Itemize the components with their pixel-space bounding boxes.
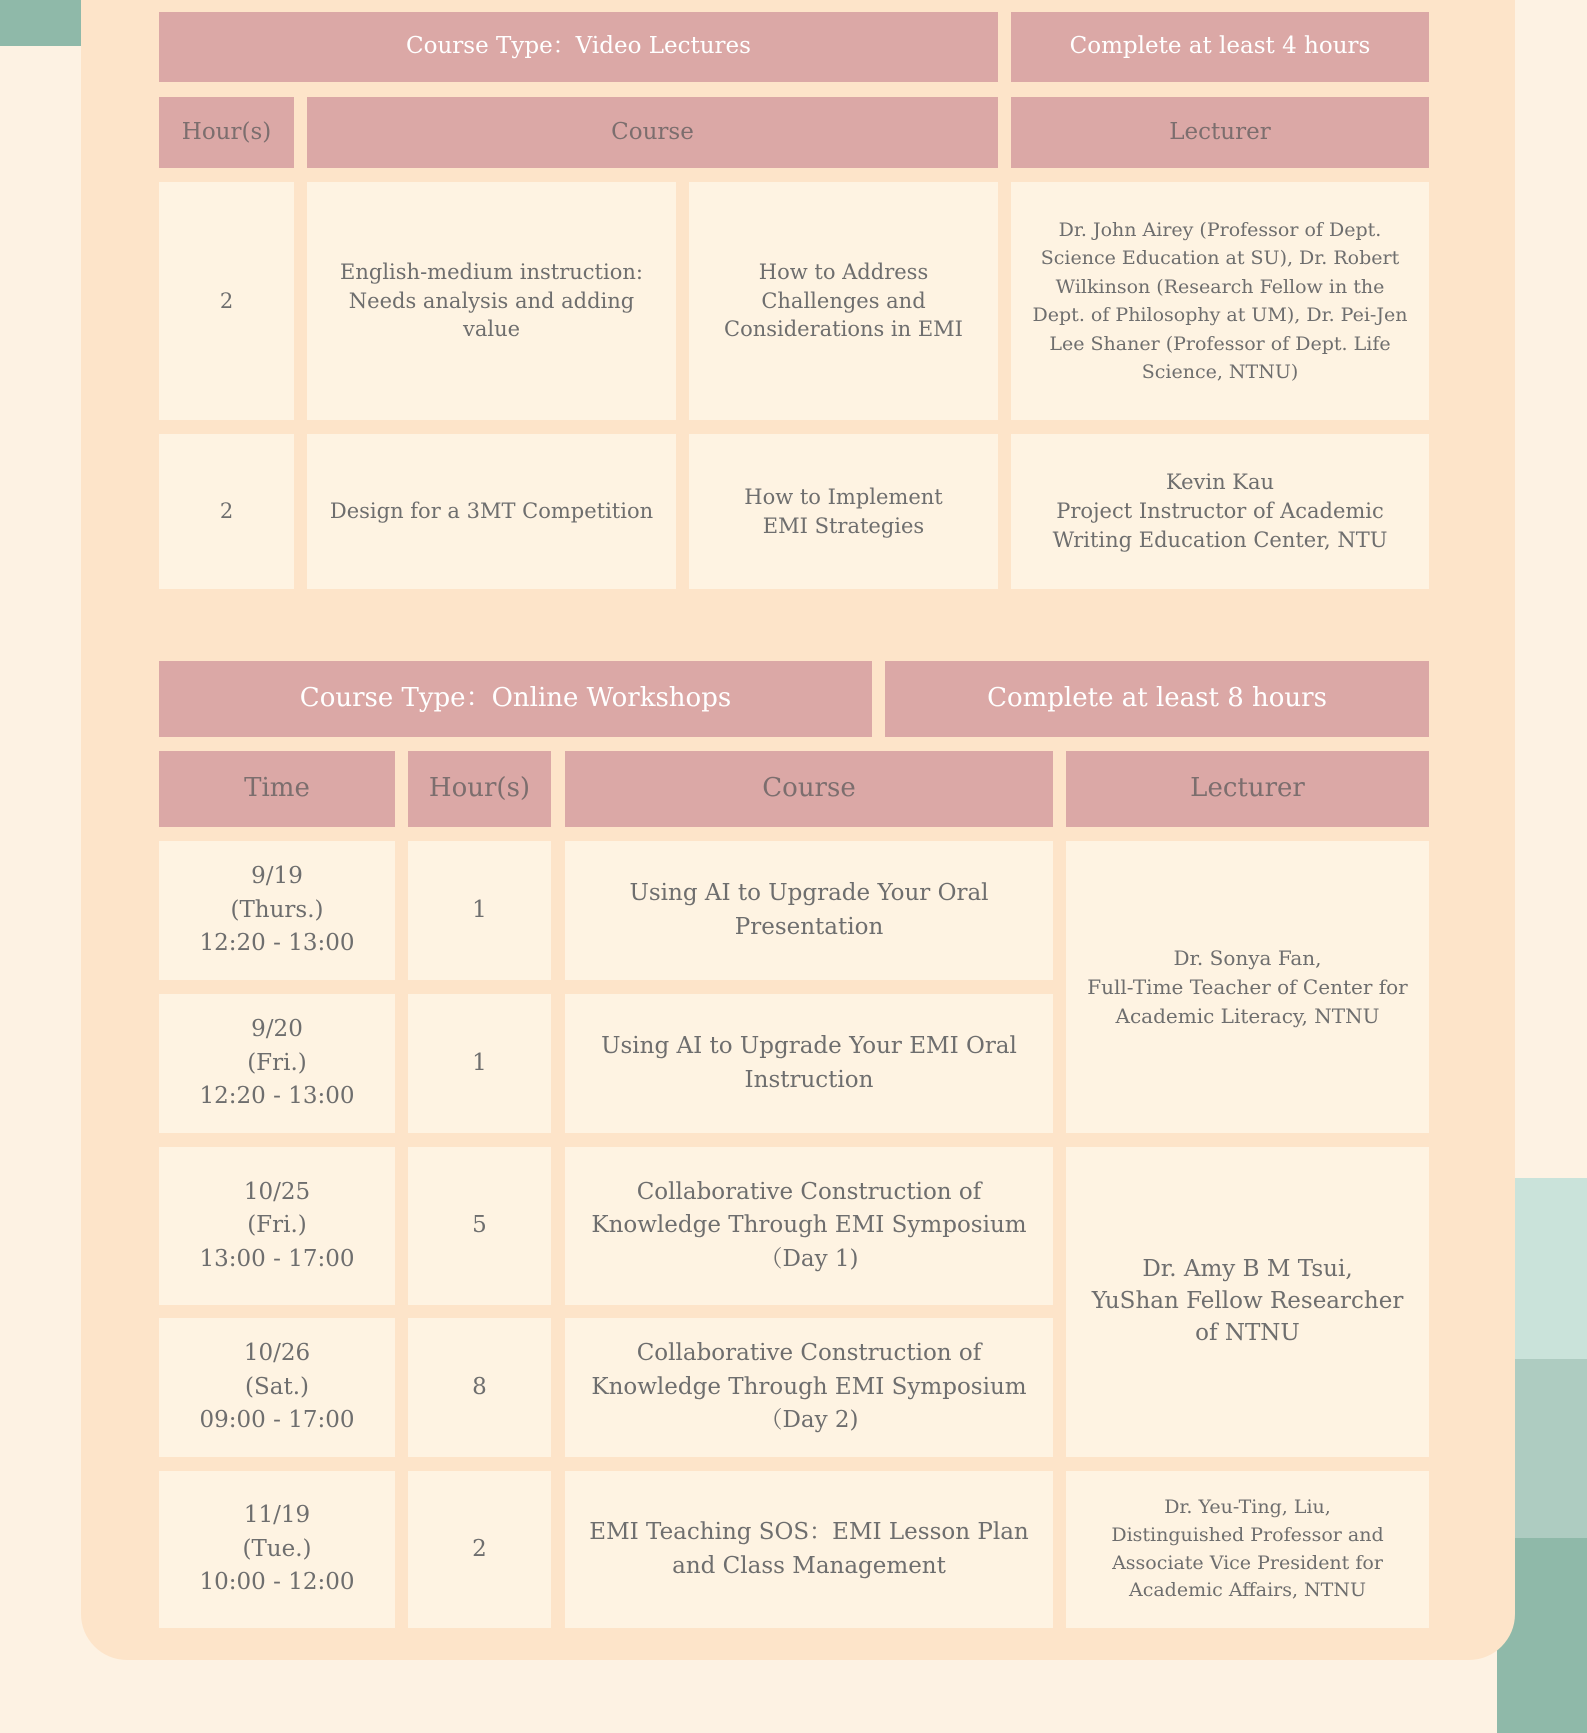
video-header-lecturer: Lecturer [1011, 97, 1429, 168]
video-row-course-a: Design for a 3MT Competition [307, 434, 676, 589]
video-header-course: Course [307, 97, 998, 168]
workshop-lecturer-tsui: Dr. Amy B M Tsui, YuShan Fellow Researcher of NTNU [1066, 1147, 1429, 1457]
workshop-row-course: Collaborative Construction of Knowledge Through EMI Symposium （Day 2) [565, 1318, 1053, 1457]
workshop-lecturer-fan: Dr. Sonya Fan, Full-Time Teacher of Center for Academic Literacy, NTNU [1066, 841, 1429, 1133]
workshop-row-course: EMI Teaching SOS：EMI Lesson Plan and Class Management [565, 1471, 1053, 1628]
workshop-row-time: 10/25 (Fri.) 13:00 - 17:00 [159, 1147, 395, 1305]
workshop-row-time: 10/26 (Sat.) 09:00 - 17:00 [159, 1318, 395, 1457]
workshop-row-course: Using AI to Upgrade Your Oral Presentation [565, 841, 1053, 980]
workshop-row-hours: 2 [408, 1471, 551, 1628]
workshop-row-course: Using AI to Upgrade Your EMI Oral Instruction [565, 994, 1053, 1133]
workshop-row-time: 9/20 (Fri.) 12:20 - 13:00 [159, 994, 395, 1133]
video-row-course-a: English-medium instruction: Needs analysis and adding value [307, 182, 676, 420]
workshop-header-hours: Hour(s) [408, 751, 551, 827]
workshop-row-time: 11/19 (Tue.) 10:00 - 12:00 [159, 1471, 395, 1628]
video-header-hours: Hour(s) [159, 97, 294, 168]
workshop-row-course: Collaborative Construction of Knowledge Through EMI Symposium （Day 1) [565, 1147, 1053, 1305]
workshop-header-course: Course [565, 751, 1053, 827]
workshop-row-hours: 1 [408, 994, 551, 1133]
workshop-course-type-label: Course Type：Online Workshops [159, 661, 872, 737]
video-row-course-b: How to Implement EMI Strategies [689, 434, 998, 589]
video-row-lecturer: Dr. John Airey (Professor of Dept. Science Education at SU), Dr. Robert Wilkinson (Research Fellow in the Dept. of Philosophy at UM), Dr. Pei-Jen Lee Shaner (Professor of Dept. Life Science, NTNU) [1011, 182, 1429, 420]
workshop-requirement-label: Complete at least 8 hours [885, 661, 1429, 737]
workshop-row-hours: 8 [408, 1318, 551, 1457]
video-row-hours: 2 [159, 434, 294, 589]
video-course-type-label: Course Type：Video Lectures [159, 12, 998, 82]
decorative-corner-block [0, 0, 93, 46]
workshop-row-hours: 5 [408, 1147, 551, 1305]
video-row-hours: 2 [159, 182, 294, 420]
video-requirement-label: Complete at least 4 hours [1011, 12, 1429, 82]
workshop-header-lecturer: Lecturer [1066, 751, 1429, 827]
video-row-course-b: How to Address Challenges and Considerations in EMI [689, 182, 998, 420]
workshop-lecturer-liu: Dr. Yeu-Ting, Liu, Distinguished Professor and Associate Vice President for Academic Affairs, NTNU [1066, 1471, 1429, 1628]
video-row-lecturer: Kevin Kau Project Instructor of Academic Writing Education Center, NTU [1011, 434, 1429, 589]
workshop-row-time: 9/19 (Thurs.) 12:20 - 13:00 [159, 841, 395, 980]
workshop-header-time: Time [159, 751, 395, 827]
workshop-row-hours: 1 [408, 841, 551, 980]
